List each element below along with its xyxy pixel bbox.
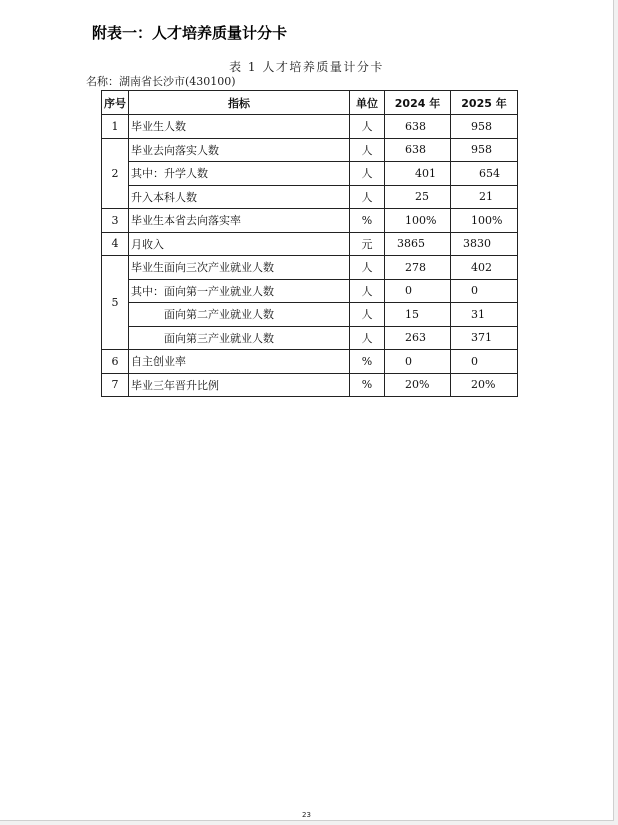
col-header-unit: 单位 (350, 91, 385, 115)
col-header-2025: 2025 年 (451, 91, 518, 115)
page-number: 23 (302, 811, 311, 819)
unit-cell: 人 (350, 162, 385, 186)
table-row (102, 162, 518, 186)
table-row (102, 303, 518, 327)
unit-cell: 人 (350, 185, 385, 209)
row-number: 3 (102, 209, 129, 233)
value-2024-cell: 3865 (385, 232, 451, 256)
unit-cell: 元 (350, 232, 385, 256)
table-row (102, 138, 518, 162)
row-number: 1 (102, 115, 129, 139)
value-2025-cell: 3830 (451, 232, 518, 256)
unit-cell: % (350, 209, 385, 233)
value-2025-cell: 958 (451, 115, 518, 139)
row-number: 4 (102, 232, 129, 256)
table-row (102, 232, 518, 256)
value-2024-cell: 401 (385, 162, 451, 186)
unit-cell: 人 (350, 138, 385, 162)
table-row (102, 279, 518, 303)
row-number: 2 (102, 138, 129, 209)
row-number: 7 (102, 373, 129, 397)
indicator-cell: 面向第三产业就业人数 (129, 326, 350, 350)
value-2024-cell: 15 (385, 303, 451, 327)
value-2024-cell: 638 (385, 138, 451, 162)
table-row (102, 209, 518, 233)
value-2025-cell: 402 (451, 256, 518, 280)
appendix-heading: 附表一：人才培养质量计分卡 (92, 24, 288, 42)
table-caption: 表 1 人才培养质量计分卡 (229, 60, 384, 74)
region-name: 名称：湖南省长沙市(430100) (86, 75, 236, 88)
value-2024-cell: 100% (385, 209, 451, 233)
unit-cell: 人 (350, 279, 385, 303)
value-2024-cell: 0 (385, 350, 451, 374)
value-2024-cell: 278 (385, 256, 451, 280)
value-2024-cell: 638 (385, 115, 451, 139)
indicator-cell: 月收入 (129, 232, 350, 256)
indicator-cell: 毕业去向落实人数 (129, 138, 350, 162)
indicator-cell: 升入本科人数 (129, 185, 350, 209)
table-row (102, 373, 518, 397)
value-2025-cell: 0 (451, 279, 518, 303)
indicator-cell: 其中：升学人数 (129, 162, 350, 186)
table-row (102, 326, 518, 350)
unit-cell: % (350, 373, 385, 397)
col-header-indicator: 指标 (129, 91, 350, 115)
value-2025-cell: 0 (451, 350, 518, 374)
value-2025-cell: 21 (451, 185, 518, 209)
indicator-cell: 自主创业率 (129, 350, 350, 374)
table-header-row (102, 91, 518, 115)
table-row (102, 350, 518, 374)
unit-cell: 人 (350, 256, 385, 280)
value-2025-cell: 654 (451, 162, 518, 186)
unit-cell: 人 (350, 115, 385, 139)
indicator-cell: 毕业生人数 (129, 115, 350, 139)
unit-cell: 人 (350, 303, 385, 327)
col-header-2024: 2024 年 (385, 91, 451, 115)
value-2024-cell: 25 (385, 185, 451, 209)
table-row (102, 115, 518, 139)
indicator-cell: 毕业三年晋升比例 (129, 373, 350, 397)
value-2024-cell: 0 (385, 279, 451, 303)
value-2024-cell: 263 (385, 326, 451, 350)
talent-quality-table (101, 90, 518, 397)
unit-cell: % (350, 350, 385, 374)
row-number: 6 (102, 350, 129, 374)
indicator-cell: 毕业生本省去向落实率 (129, 209, 350, 233)
indicator-cell: 毕业生面向三次产业就业人数 (129, 256, 350, 280)
table-row (102, 256, 518, 280)
value-2025-cell: 100% (451, 209, 518, 233)
col-header-no: 序号 (102, 91, 129, 115)
value-2024-cell: 20% (385, 373, 451, 397)
value-2025-cell: 371 (451, 326, 518, 350)
row-number: 5 (102, 256, 129, 350)
table-row (102, 185, 518, 209)
indicator-cell: 其中：面向第一产业就业人数 (129, 279, 350, 303)
unit-cell: 人 (350, 326, 385, 350)
value-2025-cell: 31 (451, 303, 518, 327)
value-2025-cell: 20% (451, 373, 518, 397)
indicator-cell: 面向第二产业就业人数 (129, 303, 350, 327)
value-2025-cell: 958 (451, 138, 518, 162)
